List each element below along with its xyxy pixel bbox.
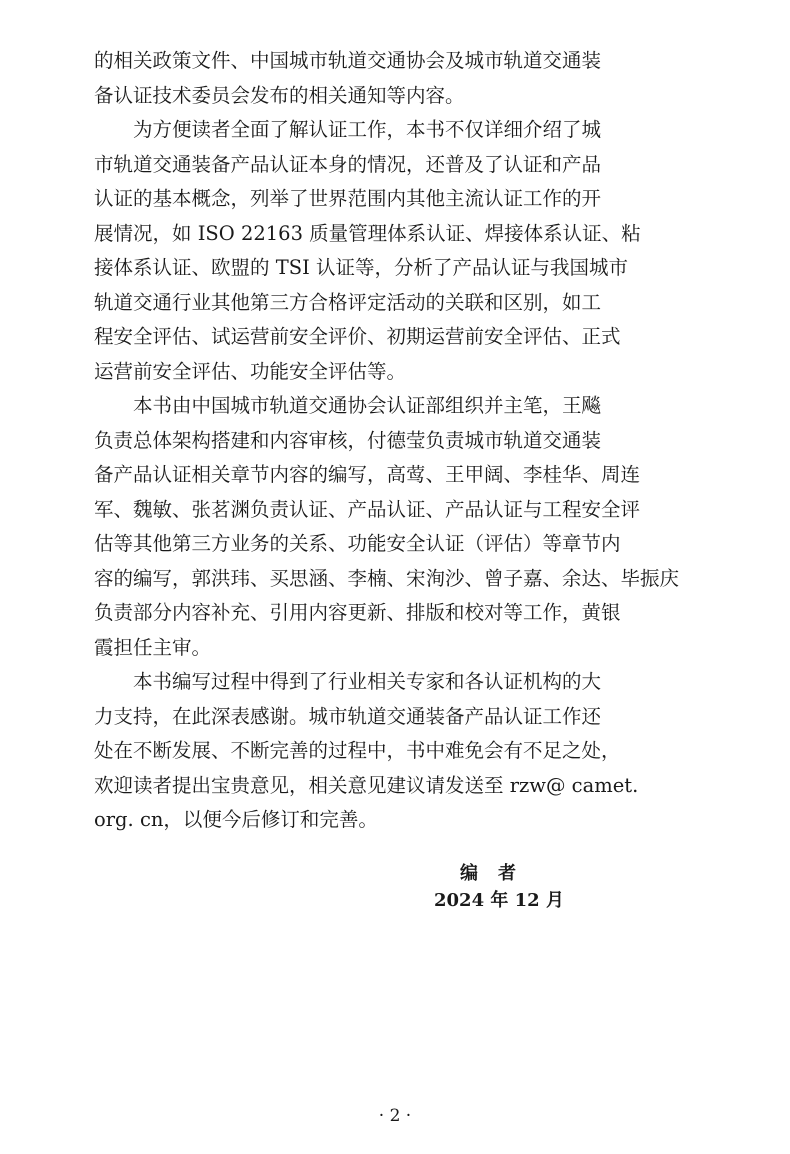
signature-date: 2024 年 12 月: [434, 890, 564, 911]
text-line: org. cn，以便今后修订和完善。: [94, 808, 378, 831]
text-line: 的相关政策文件、中国城市轨道交通协会及城市轨道交通装: [94, 49, 602, 72]
paragraph-3: [94, 389, 680, 665]
text-line: 本书由中国城市轨道交通协会认证部组织并主笔，王飚: [133, 394, 602, 417]
text-line: 军、魏敏、张茗渊负责认证、产品认证、产品认证与工程安全评: [94, 497, 641, 521]
text-line: 接体系认证、欧盟的 TSI 认证等，分析了产品认证与我国城市: [94, 256, 628, 279]
paragraph-4: [94, 665, 639, 838]
text-line: 负责总体架构搭建和内容审核，付德莹负责城市轨道交通装: [94, 428, 602, 452]
preface-body: [94, 44, 680, 838]
text-line: 容的编写，郭洪玮、买思涵、李楠、宋洵沙、曾子嘉、余达、毕振庆: [94, 566, 680, 590]
text-line: 欢迎读者提出宝贵意见，相关意见建议请发送至 rzw@ camet.: [94, 773, 639, 797]
text-line: 备产品认证相关章节内容的编写，高莺、王甲阔、李桂华、周连: [94, 463, 641, 486]
text-line: 轨道交通行业其他第三方合格评定活动的关联和区别，如工: [94, 290, 602, 314]
text-line: 运营前安全评估、功能安全评估等。: [94, 359, 407, 383]
page-number: · 2 ·: [378, 1106, 412, 1126]
text-line: 为方便读者全面了解认证工作，本书不仅详细介绍了城: [133, 118, 602, 141]
text-line: 处在不断发展、不断完善的过程中，书中难免会有不足之处，: [94, 739, 621, 762]
text-line: 市轨道交通装备产品认证本身的情况，还普及了认证和产品: [94, 152, 602, 176]
text-line: 展情况，如 ISO 22163 质量管理体系认证、焊接体系认证、粘: [94, 221, 641, 245]
signature-editor: 编者: [460, 863, 536, 884]
paragraph-2: [94, 113, 641, 389]
text-line: 本书编写过程中得到了行业相关专家和各认证机构的大: [133, 670, 602, 693]
text-line: 程安全评估、试运营前安全评价、初期运营前安全评估、正式: [94, 325, 621, 348]
text-line: 备认证技术委员会发布的相关通知等内容。: [94, 83, 465, 107]
text-line: 力支持，在此深表感谢。城市轨道交通装备产品认证工作还: [94, 704, 602, 728]
text-line: 负责部分内容补充、引用内容更新、排版和校对等工作，黄银: [94, 601, 621, 624]
text-line: 认证的基本概念，列举了世界范围内其他主流认证工作的开: [94, 187, 602, 210]
text-line: 估等其他第三方业务的关系、功能安全认证（评估）等章节内: [94, 532, 621, 555]
text-line: 霞担任主审。: [94, 635, 212, 659]
paragraph-1: [94, 44, 602, 113]
